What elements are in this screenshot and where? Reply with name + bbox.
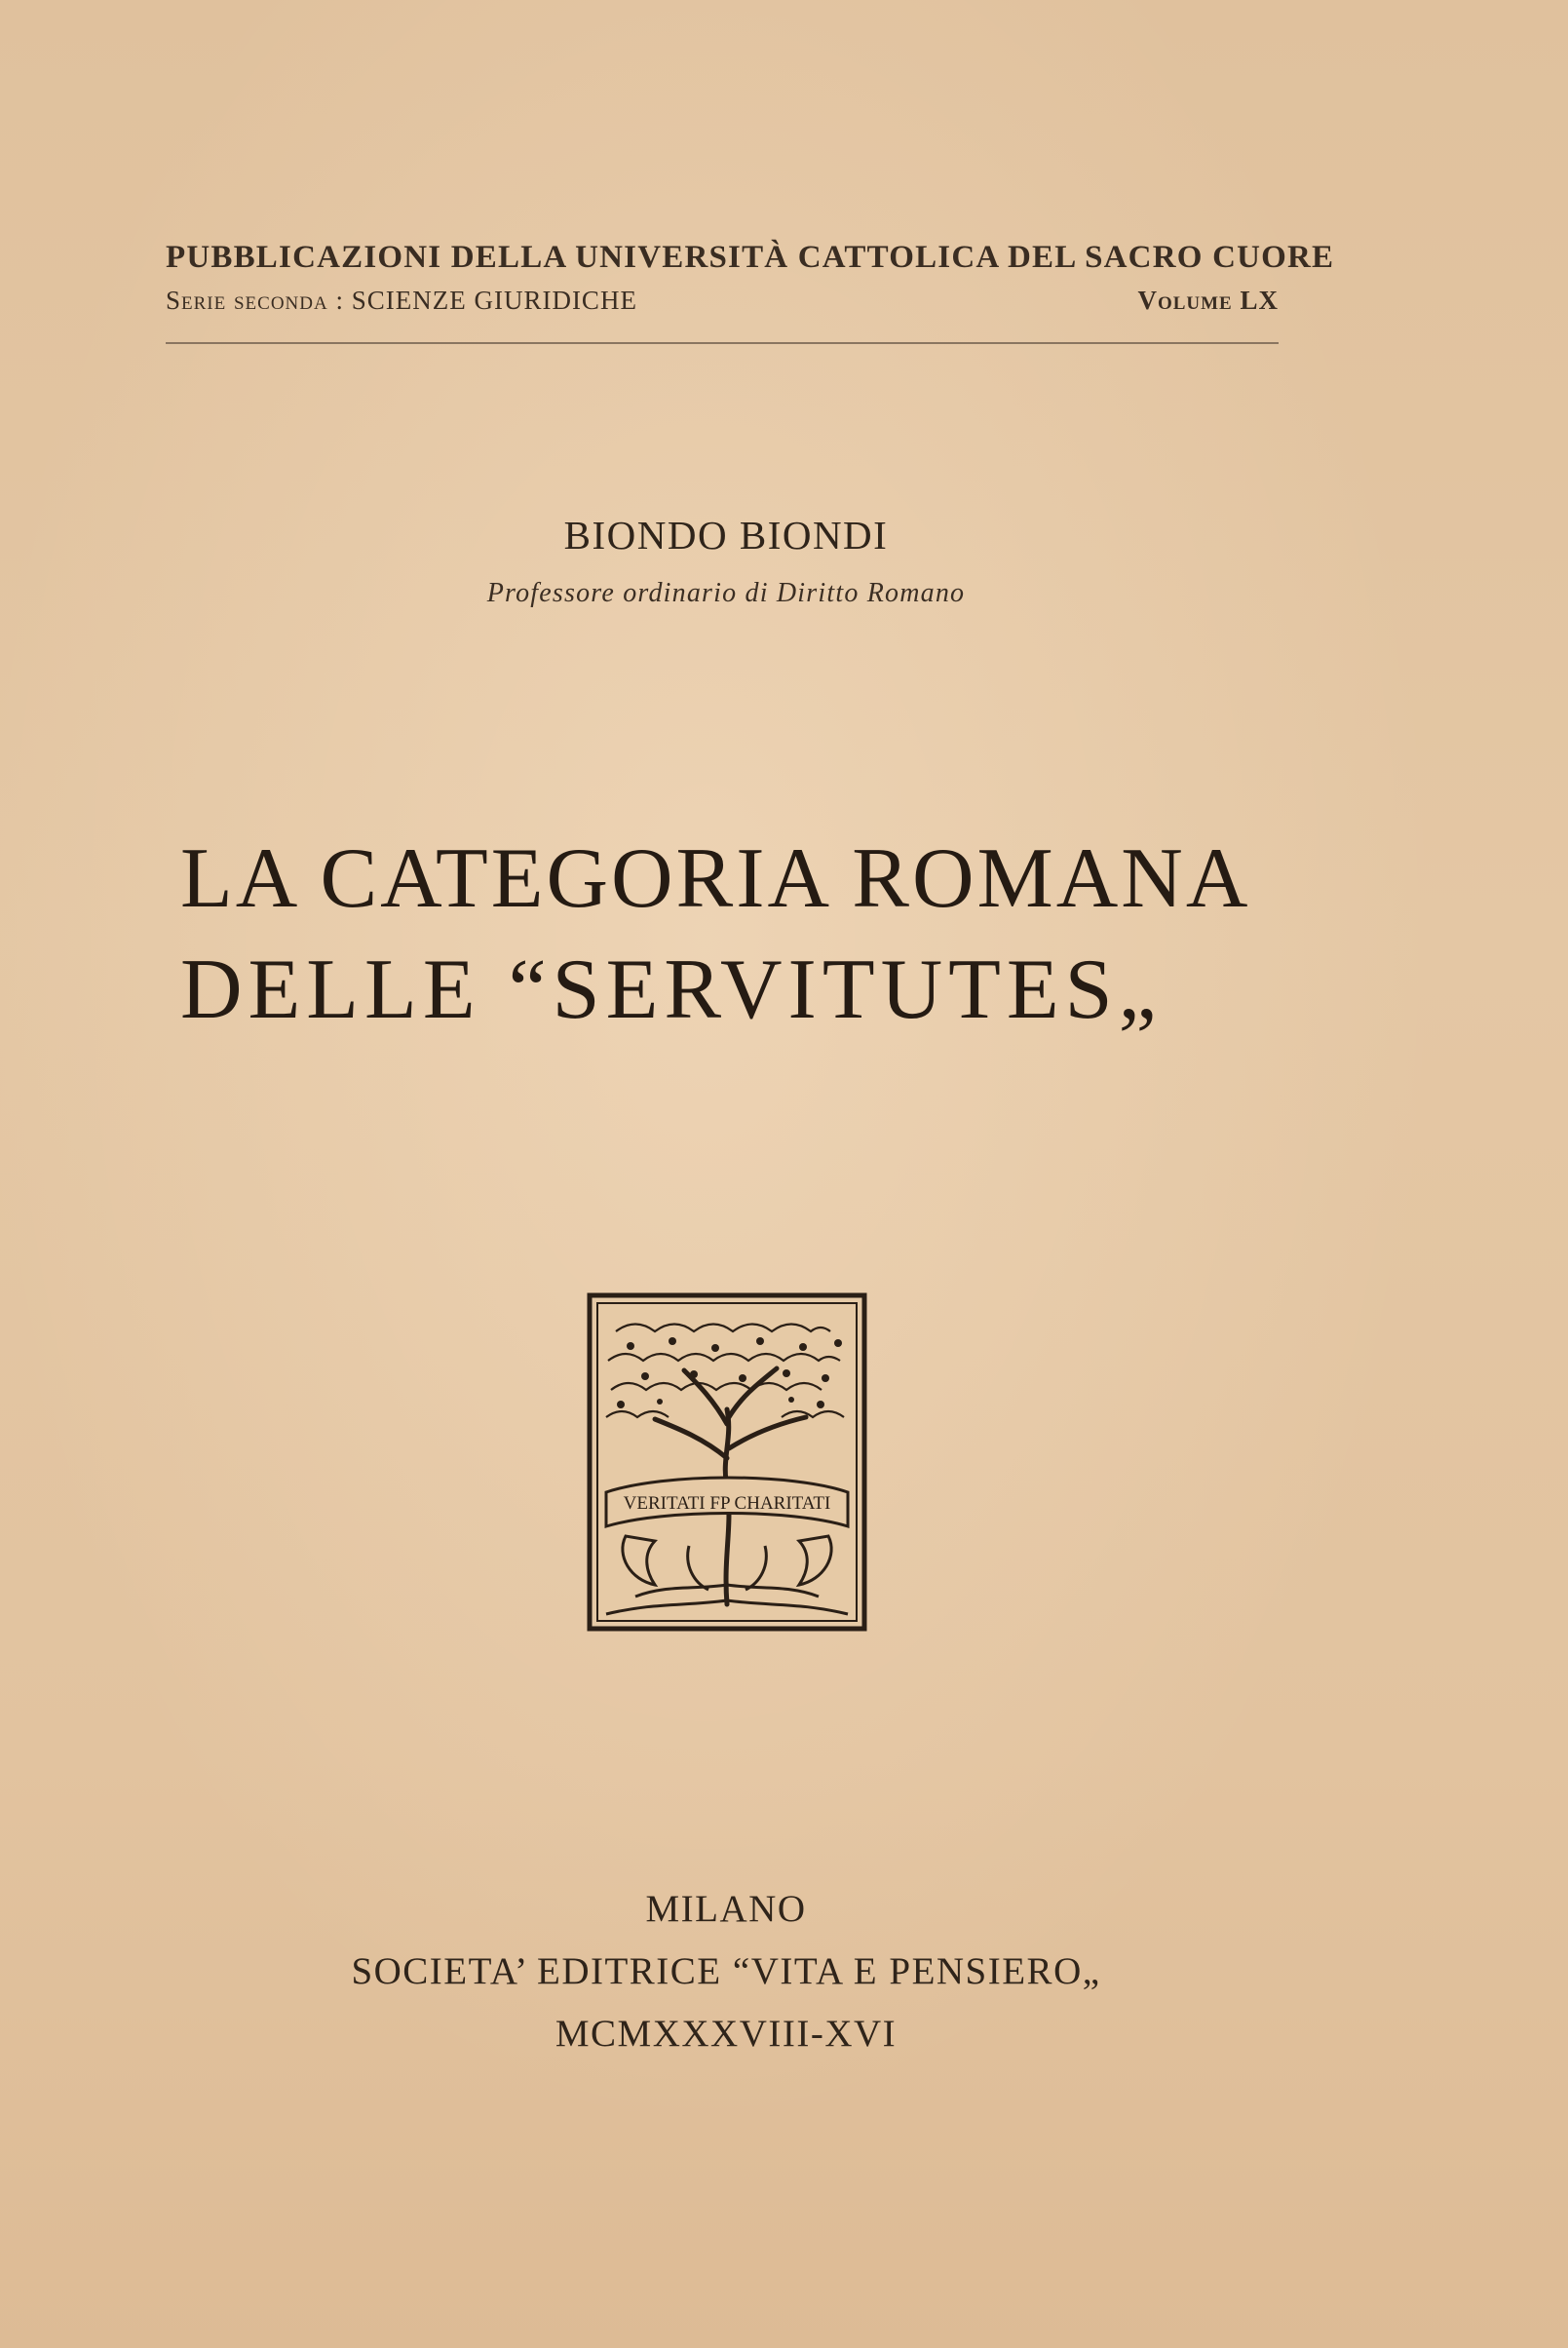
author-role: Professore ordinario di Diritto Romano — [486, 578, 966, 608]
volume-number: Volume LX — [1137, 286, 1279, 315]
tree-emblem-icon — [587, 1292, 867, 1632]
header-rule — [166, 342, 1279, 344]
imprint-publisher: SOCIETA’ EDITRICE “VITA E PENSIERO„ — [351, 1950, 1101, 1992]
series-row — [166, 286, 1279, 325]
imprint-year: MCMXXXVIII-XVI — [555, 2013, 898, 2055]
book-title — [180, 824, 1301, 1046]
book-title-line-1: LA CATEGORIA ROMANA — [180, 831, 1251, 926]
book-title-line-2: DELLE “SERVITUTES„ — [180, 943, 1163, 1037]
series-header — [166, 240, 1335, 325]
series-subtitle: Serie seconda : SCIENZE GIURIDICHE — [166, 286, 637, 315]
imprint-city: MILANO — [645, 1888, 807, 1930]
series-title: PUBBLICAZIONI DELLA UNIVERSITÀ CATTOLICA DEL SACRO CUORE — [166, 240, 1335, 275]
emblem-motto: VERITATI FP CHARITATI — [623, 1493, 831, 1514]
author-name: BIONDO BIONDI — [563, 513, 889, 558]
